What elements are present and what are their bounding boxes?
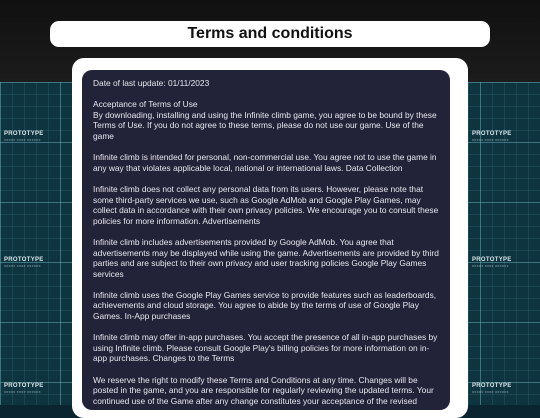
prototype-tile-label: PROTOTYPE XXXXX XXXX XXXXXX <box>472 257 512 268</box>
terms-scroll-area[interactable] <box>82 70 450 410</box>
title-bar <box>50 21 490 47</box>
terms-text <box>82 70 450 406</box>
prototype-tile-label: PROTOTYPE XXXXX XXXX XXXXXX <box>4 383 44 394</box>
terms-paragraph: Infinite climb may offer in-app purchases. You accept the presence of all in-app purchases by using Infinite climb. Please consult Google Play's billing policies for more information on in-app purchases. Changes to the Terms <box>93 332 438 364</box>
terms-paragraph: Infinite climb does not collect any personal data from its users. However, please note that some third-party services we use, such as Google AdMob and Google Play Games, may collect data in accordance with their own privacy policies. We encourage you to consult these policies for more information. Advertisements <box>93 183 439 226</box>
terms-paragraph: Acceptance of Terms of Use By downloading, installing and using the Infinite climb game, you agree to be bound by these Terms of Use. If you do not agree to these terms, please do not use our game. Use of the game <box>93 99 437 141</box>
prototype-tile-label: PROTOTYPE XXXXX XXXX XXXXXX <box>4 131 44 142</box>
terms-paragraph: Infinite climb is intended for personal, non-commercial use. You agree not to use the game in any way that violates applicable local, national or international laws. Data Collection <box>93 152 437 173</box>
terms-paragraph: Infinite climb uses the Google Play Games service to provide features such as leaderboards, achievements and cloud storage. You agree to abide by the terms of use of Google Play Games. In-App purchases <box>93 289 437 322</box>
terms-panel <box>72 58 468 418</box>
prototype-tile-label: PROTOTYPE XXXXX XXXX XXXXXX <box>472 131 512 142</box>
terms-paragraph: Date of last update: 01/11/2023 <box>93 78 210 88</box>
page-title: Terms and conditions <box>187 25 353 42</box>
prototype-tile-label: PROTOTYPE XXXXX XXXX XXXXXX <box>472 383 512 394</box>
terms-paragraph: Infinite climb includes advertisements provided by Google AdMob. You agree that advertisements may be displayed while using the game. Advertisements are provided by third parties and are subject to their own privacy and user tracking policies Google Play Games services <box>93 236 439 279</box>
terms-paragraph: We reserve the right to modify these Terms and Conditions at any time. Changes will be posted in the game, and you are responsible for regularly reviewing the updated terms. Your continued use of the Game after any change constitutes your acceptance of the revised <box>93 374 434 406</box>
prototype-tile-label: PROTOTYPE XXXXX XXXX XXXXXX <box>4 257 44 268</box>
